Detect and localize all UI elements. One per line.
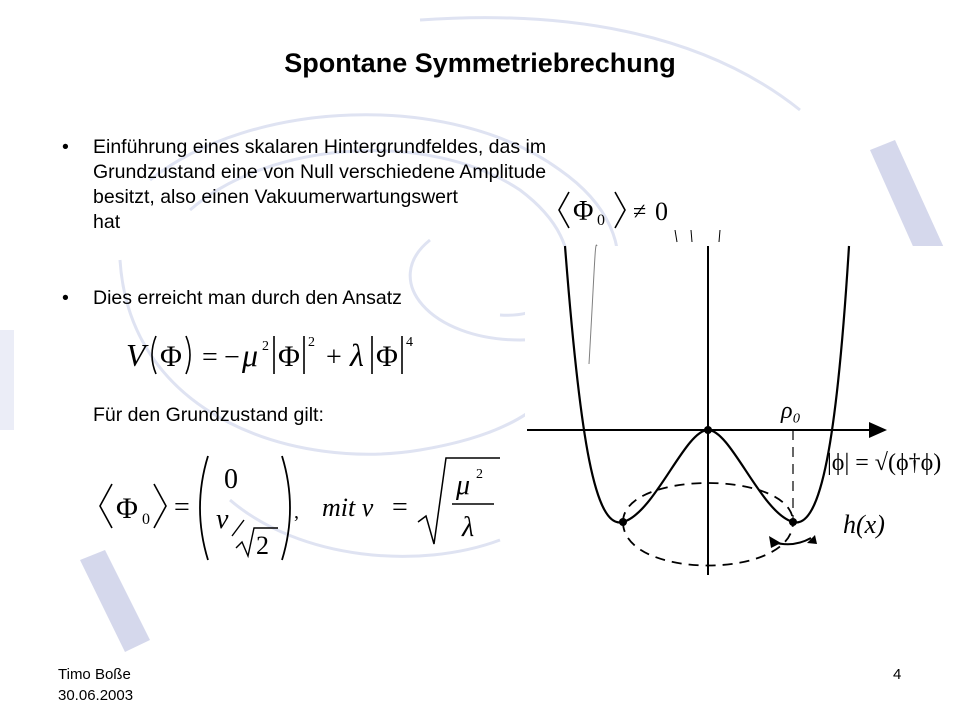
formula-potential bbox=[122, 324, 442, 389]
svg-text:=: = bbox=[174, 492, 190, 523]
bullet-marker: • bbox=[62, 287, 69, 309]
svg-text:Φ: Φ bbox=[160, 340, 182, 373]
page-number: 4 bbox=[893, 666, 902, 683]
svg-text:,: , bbox=[294, 501, 299, 523]
bullet-text-line-3: besitzt, also einen Vakuumerwartungswert bbox=[93, 186, 458, 208]
svg-text:λ: λ bbox=[350, 337, 364, 373]
svg-text:Φ: Φ bbox=[278, 340, 300, 373]
svg-text:μ: μ bbox=[456, 470, 471, 501]
svg-text:λ: λ bbox=[462, 512, 475, 543]
h-label: h(x) bbox=[843, 510, 885, 539]
rho-label: ρ₀ bbox=[781, 398, 801, 424]
ground-state-label: Für den Grundzustand gilt: bbox=[93, 404, 324, 426]
axis-label: |ϕ| = √(ϕ†ϕ) bbox=[827, 450, 942, 476]
svg-text:μ: μ bbox=[242, 337, 259, 373]
svg-text:≠: ≠ bbox=[633, 199, 647, 225]
svg-text:2: 2 bbox=[256, 531, 269, 560]
bullet-text-line-2: Grundzustand eine von Null verschiedene Amplitude bbox=[93, 161, 547, 183]
svg-text:0: 0 bbox=[597, 212, 605, 229]
svg-text:0: 0 bbox=[224, 464, 238, 495]
svg-text:V: V bbox=[126, 337, 146, 373]
footer-author: Timo Boße bbox=[58, 666, 131, 683]
svg-text:−: − bbox=[224, 342, 240, 373]
svg-text:0: 0 bbox=[655, 197, 668, 226]
svg-text:mit v: mit v bbox=[322, 493, 374, 522]
svg-text:Φ: Φ bbox=[116, 492, 138, 525]
svg-text:4: 4 bbox=[406, 335, 413, 350]
formula-ground-state bbox=[96, 448, 516, 573]
svg-text:=: = bbox=[392, 492, 408, 523]
bullet-marker: • bbox=[62, 136, 69, 158]
svg-text:+: + bbox=[326, 342, 342, 373]
svg-text:2: 2 bbox=[262, 339, 269, 354]
footer-date: 30.06.2003 bbox=[58, 687, 134, 704]
svg-text:Φ: Φ bbox=[376, 340, 398, 373]
bullet-text-line-1: Einführung eines skalaren Hintergrundfeldes, das im bbox=[93, 136, 547, 158]
svg-text:=: = bbox=[202, 342, 218, 373]
svg-text:v: v bbox=[216, 504, 229, 535]
bullet-text-line-4: hat bbox=[93, 211, 121, 233]
svg-text:2: 2 bbox=[308, 335, 315, 350]
svg-text:Φ: Φ bbox=[573, 196, 594, 227]
svg-text:2: 2 bbox=[476, 467, 483, 482]
bullet-text: Dies erreicht man durch den Ansatz bbox=[93, 287, 402, 309]
slide-title: Spontane Symmetriebrechung bbox=[284, 48, 676, 78]
svg-text:0: 0 bbox=[142, 511, 150, 528]
footer-author-block bbox=[58, 664, 133, 706]
mexican-hat-potential-figure bbox=[525, 230, 950, 595]
